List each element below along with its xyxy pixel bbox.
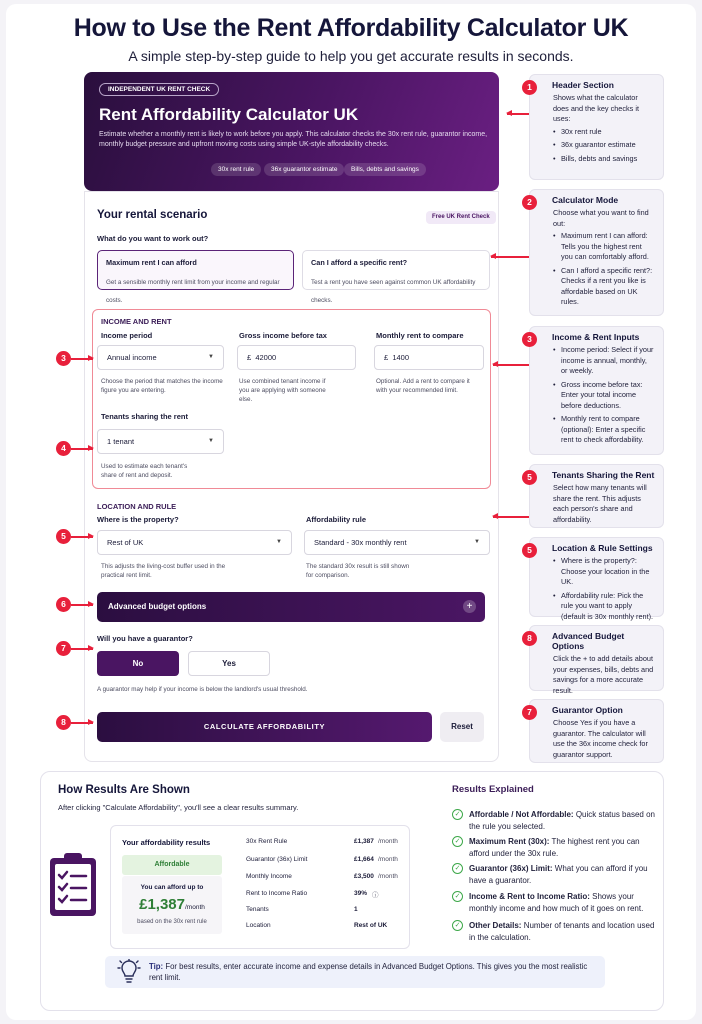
chevron-down-icon: ▼ [276,539,282,545]
guarantor-question: Will you have a guarantor? [97,634,193,643]
afford-basis: based on the 30x rent rule [137,919,207,925]
clipboard-icon [48,852,98,918]
page-subtitle: A simple step-by-step guide to help you get accurate results in seconds. [128,48,574,64]
mode-b-desc: Test a rent you have seen against common UK affordability checks. [311,279,476,304]
income-period-help: Choose the period that matches the income figure you are entering. [101,378,223,394]
plus-icon: + [463,600,476,613]
affordability-rule-select[interactable] [304,530,490,555]
mode-a-title: Maximum rent I can afford [106,258,197,267]
step-calculator-mode [529,189,664,316]
arrow-icon [493,516,529,518]
step-item: • Bills, debts and savings [553,154,655,165]
explained-term: Maximum Rent (30x): [469,837,550,846]
guarantor-yes-button[interactable]: Yes [188,651,270,676]
reset-button[interactable]: Reset [440,712,484,742]
result-row-label: Rent to Income Ratio [246,890,308,897]
hero-description: Estimate whether a monthly rent is likely to work before you apply. This calculator checks the 30x rent rule, guarantor income, monthly budget pressure and upfront moving costs using simple UK-style affordability checks. [99,131,488,148]
explained-term: Guarantor (36x) Limit: [469,864,553,873]
calculate-button[interactable]: CALCULATE AFFORDABILITY [97,712,432,742]
check-icon: ✓ [452,809,463,820]
step-number: 5 [522,543,537,558]
step-title: Location & Rule Settings [552,543,653,553]
result-row-value: £1,664 [354,856,374,863]
status-badge: Affordable [122,855,222,875]
step-item: • Monthly rent to compare (optional): Enter a specific rent to check affordability. [553,414,655,446]
explained-text [469,920,662,943]
step-guarantor [529,699,664,763]
income-period-label: Income period [101,331,153,340]
mode-a-desc: Get a sensible monthly rent limit from your income and regular costs. [106,279,280,304]
marker-7: 7 [56,641,71,656]
explained-desc: Shows your monthly income and how much of it goes on rent. [469,892,644,913]
arrow-icon [71,604,93,606]
result-row-value: £3,500 [354,873,374,880]
check-icon: ✓ [452,863,463,874]
results-card-title: Your affordability results [122,838,211,847]
chevron-down-icon: ▼ [474,539,480,545]
explained-term: Affordable / Not Affordable: [469,810,574,819]
tip-label: Tip: [149,962,164,971]
step-title: Advanced Budget Options [552,631,625,651]
tenants-label: Tenants sharing the rent [101,412,188,421]
results-title: How Results Are Shown [58,784,190,796]
result-row-unit: /month [378,856,398,863]
arrow-icon [71,358,93,360]
property-location-help: This adjusts the living-cost buffer used in the practical rent limit. [101,563,226,579]
free-check-badge: Free UK Rent Check [426,211,496,224]
explained-item [452,891,662,914]
income-period-value: Annual income [107,353,157,362]
income-section-title: INCOME AND RENT [101,317,172,326]
explained-text [469,863,662,886]
explained-item [452,920,662,943]
step-item: • Where is the property?: Choose your location in the UK. [553,556,655,588]
hero-badge: INDEPENDENT UK RENT CHECK [99,83,219,96]
gross-income-help: Use combined tenant income if you are applying with someone else. [239,378,326,403]
monthly-rent-help: Optional. Add a rent to compare it with your recommended limit. [376,378,470,394]
step-title: Income & Rent Inputs [552,332,640,342]
mode-specific-rent[interactable] [302,250,490,304]
chevron-down-icon: ▼ [208,438,214,444]
scenario-title: Your rental scenario [97,209,208,221]
explained-term: Income & Rent to Income Ratio: [469,892,590,901]
explained-desc: Number of tenants and location used in the calculation. [469,921,655,942]
gross-income-label: Gross income before tax [239,331,327,340]
monthly-rent-label: Monthly rent to compare [376,331,464,340]
step-number: 2 [522,195,537,210]
step-item: • Can I afford a specific rent?: Checks if a rent you like is affordable based on UK rules. [553,266,655,308]
marker-5: 5 [56,529,71,544]
property-location-select[interactable] [97,530,292,555]
step-advanced-budget [527,625,664,695]
explained-desc: What you can afford if you have a guarantor. [469,864,648,885]
explained-title: Results Explained [452,784,534,795]
step-income-inputs [529,326,664,455]
step-text: Choose Yes if you have a guarantor. The calculator will use the 36x income check for guarantor support. [553,718,648,759]
result-row-label: 30x Rent Rule [246,838,288,845]
result-row-value: Rest of UK [354,922,388,929]
afford-unit: /month [185,904,205,911]
arrow-icon [71,648,93,650]
chip-36x: 36x guarantor estimate [264,163,344,176]
marker-3: 3 [56,351,71,366]
lightbulb-icon [117,959,141,985]
result-row-unit: /month [378,838,398,845]
mode-maximum-rent[interactable] [97,250,294,304]
affordability-rule-help: The standard 30x result is still shown for comparison. [306,563,410,579]
result-row-label: Location [246,922,271,929]
property-location-label: Where is the property? [97,515,179,524]
arrow-icon [71,536,93,538]
step-tenants [529,464,664,528]
tenants-help: Used to estimate each tenant's share of rent and deposit. [101,463,188,479]
step-title: Tenants Sharing the Rent [552,470,655,480]
guarantor-help: A guarantor may help if your income is below the landlord's usual threshold. [97,686,308,693]
arrow-icon [71,722,93,724]
property-location-value: Rest of UK [107,538,144,547]
check-icon: ✓ [452,891,463,902]
monthly-rent-input[interactable] [374,345,484,370]
step-number: 7 [522,705,537,720]
mode-b-title: Can I afford a specific rent? [311,258,408,267]
explained-text [469,836,662,859]
arrow-icon [507,113,529,115]
step-location-rule [527,537,664,621]
rent-value: 1400 [392,353,410,362]
gross-income-input[interactable] [237,345,356,370]
explained-desc: The highest rent you can afford under the 30x rule. [469,837,640,858]
affordability-rule-value: Standard - 30x monthly rent [314,538,407,547]
result-row-label: Guarantor (36x) Limit [246,856,308,863]
step-number: 8 [522,631,537,646]
step-title: Guarantor Option [552,705,623,715]
step-item: • Affordability rule: Pick the rule you want to apply (default is 30x monthly rent). [553,591,655,623]
step-number: 1 [522,80,537,95]
explained-item [452,809,662,832]
explained-term: Other Details: [469,921,522,930]
check-icon: ✓ [452,836,463,847]
page-title: How to Use the Rent Affordability Calculator UK [73,14,629,42]
result-row-unit: /month [378,873,398,880]
step-item: • 30x rent rule [553,127,655,138]
arrow-icon [493,364,529,366]
step-header-section [529,74,664,180]
gross-currency: £ [247,353,252,362]
step-number: 5 [522,470,537,485]
step-text: Choose what you want to find out: [553,208,649,228]
affordability-rule-label: Affordability rule [306,515,367,524]
step-item: • 36x guarantor estimate [553,140,655,151]
result-row-value: 1 [354,906,358,913]
afford-value: £1,387 [139,896,185,913]
rent-currency: £ [384,353,389,362]
explained-item [452,836,662,859]
marker-4: 4 [56,441,71,456]
advanced-budget-label: Advanced budget options [108,602,207,611]
step-text: Click the + to add details about your expenses, bills, debts and savings for a more accurate result. [553,654,654,695]
step-number: 3 [522,332,537,347]
arrow-icon [491,256,529,258]
hero-title: Rent Affordability Calculator UK [99,105,359,124]
advanced-budget-toggle[interactable] [97,592,485,622]
marker-8: 8 [56,715,71,730]
chip-bills: Bills, debts and savings [344,163,426,176]
step-item: • Income period: Select if your income is annual, monthly, or weekly. [553,345,655,377]
check-icon: ✓ [452,920,463,931]
location-section-title: LOCATION AND RULE [97,502,177,511]
results-intro: After clicking "Calculate Affordability", you'll see a clear results summary. [58,803,299,812]
arrow-icon [71,448,93,450]
mode-question: What do you want to work out? [97,234,209,243]
tenants-value: 1 tenant [107,437,135,446]
result-row-label: Monthly Income [246,873,292,880]
marker-6: 6 [56,597,71,612]
explained-text [469,809,662,832]
explained-desc: Quick status based on the rule you selected. [469,810,655,831]
step-title: Header Section [552,80,614,90]
step-item: • Gross income before tax: Enter your total income before deductions. [553,380,655,412]
afford-label: You can afford up to [140,884,204,891]
gross-value: 42000 [255,353,277,362]
step-text: Select how many tenants will share the rent. This adjusts each person's share and affordability. [553,483,647,524]
result-row-label: Tenants [246,906,269,913]
chevron-down-icon: ▼ [208,354,214,360]
explained-text [469,891,662,914]
tip-text: For best results, enter accurate income and expense details in Advanced Budget Options. This gives you the most realistic rent limit. [149,962,588,982]
guarantor-no-button[interactable]: No [97,651,179,676]
tenants-select[interactable] [97,429,224,454]
afford-amount [122,896,222,914]
tip-text-wrap [149,961,599,983]
income-period-select[interactable] [97,345,224,370]
result-row-value: 39% [354,890,368,897]
result-row-value: £1,387 [354,838,374,845]
step-item: • Maximum rent I can afford: Tells you the highest rent you can comfortably afford. [553,231,655,263]
explained-item [452,863,662,886]
step-title: Calculator Mode [552,195,619,205]
chip-30x: 30x rent rule [211,163,261,176]
step-text: Shows what the calculator does and the key checks it uses: [553,93,639,123]
result-row-unit: ⓘ [372,892,379,899]
